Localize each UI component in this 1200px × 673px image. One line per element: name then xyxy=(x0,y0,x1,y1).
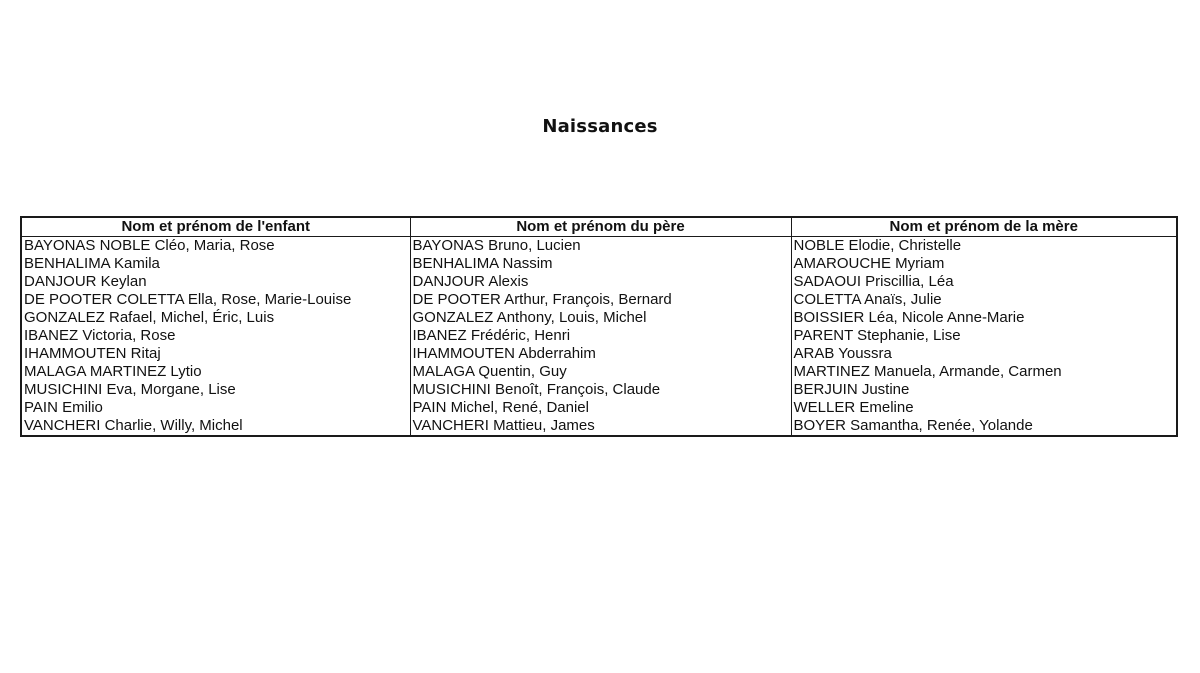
table-row xyxy=(21,237,1177,256)
father-name-cell: BENHALIMA Nassim xyxy=(410,255,791,273)
table-row xyxy=(21,273,1177,291)
table-row xyxy=(21,345,1177,363)
table-row xyxy=(21,381,1177,399)
child-name-cell: DANJOUR Keylan xyxy=(21,273,410,291)
father-name-cell: GONZALEZ Anthony, Louis, Michel xyxy=(410,309,791,327)
child-name-cell: GONZALEZ Rafael, Michel, Éric, Luis xyxy=(21,309,410,327)
father-name-cell: VANCHERI Mattieu, James xyxy=(410,417,791,436)
child-name-cell: MUSICHINI Eva, Morgane, Lise xyxy=(21,381,410,399)
table-row xyxy=(21,417,1177,436)
child-name-cell: BAYONAS NOBLE Cléo, Maria, Rose xyxy=(21,237,410,256)
mother-name-cell: BERJUIN Justine xyxy=(791,381,1177,399)
mother-name-cell: NOBLE Elodie, Christelle xyxy=(791,237,1177,256)
mother-name-cell: SADAOUI Priscillia, Léa xyxy=(791,273,1177,291)
child-name-cell: BENHALIMA Kamila xyxy=(21,255,410,273)
births-table xyxy=(20,216,1178,437)
child-name-cell: IHAMMOUTEN Ritaj xyxy=(21,345,410,363)
table-row xyxy=(21,327,1177,345)
father-name-cell: MUSICHINI Benoît, François, Claude xyxy=(410,381,791,399)
mother-name-cell: COLETTA Anaïs, Julie xyxy=(791,291,1177,309)
child-name-cell: VANCHERI Charlie, Willy, Michel xyxy=(21,417,410,436)
child-name-cell: MALAGA MARTINEZ Lytio xyxy=(21,363,410,381)
father-name-cell: MALAGA Quentin, Guy xyxy=(410,363,791,381)
mother-name-cell: BOISSIER Léa, Nicole Anne-Marie xyxy=(791,309,1177,327)
father-name-cell: PAIN Michel, René, Daniel xyxy=(410,399,791,417)
father-name-cell: BAYONAS Bruno, Lucien xyxy=(410,237,791,256)
mother-name-cell: WELLER Emeline xyxy=(791,399,1177,417)
table-row xyxy=(21,363,1177,381)
father-name-cell: IBANEZ Frédéric, Henri xyxy=(410,327,791,345)
mother-name-cell: MARTINEZ Manuela, Armande, Carmen xyxy=(791,363,1177,381)
child-name-cell: PAIN Emilio xyxy=(21,399,410,417)
child-name-cell: DE POOTER COLETTA Ella, Rose, Marie-Louise xyxy=(21,291,410,309)
table-row xyxy=(21,255,1177,273)
father-name-cell: IHAMMOUTEN Abderrahim xyxy=(410,345,791,363)
mother-name-cell: AMAROUCHE Myriam xyxy=(791,255,1177,273)
father-name-cell: DANJOUR Alexis xyxy=(410,273,791,291)
mother-name-cell: BOYER Samantha, Renée, Yolande xyxy=(791,417,1177,436)
table-row xyxy=(21,399,1177,417)
child-name-cell: IBANEZ Victoria, Rose xyxy=(21,327,410,345)
header-child-name: Nom et prénom de l'enfant xyxy=(21,217,410,237)
table-row xyxy=(21,309,1177,327)
table-header-row xyxy=(21,217,1177,237)
header-father-name: Nom et prénom du père xyxy=(410,217,791,237)
mother-name-cell: ARAB Youssra xyxy=(791,345,1177,363)
table-row xyxy=(21,291,1177,309)
mother-name-cell: PARENT Stephanie, Lise xyxy=(791,327,1177,345)
header-mother-name: Nom et prénom de la mère xyxy=(791,217,1177,237)
father-name-cell: DE POOTER Arthur, François, Bernard xyxy=(410,291,791,309)
page-title: Naissances xyxy=(542,116,658,137)
